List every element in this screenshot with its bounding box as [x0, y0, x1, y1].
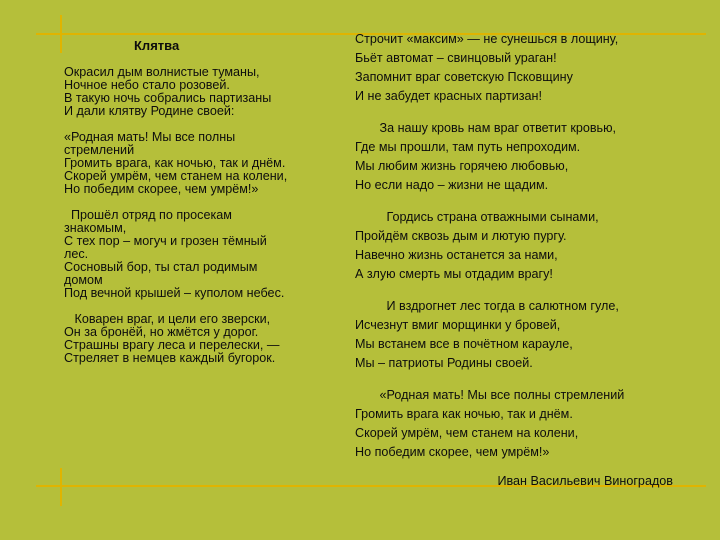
stanza: [355, 297, 695, 373]
stanza: [64, 209, 339, 300]
poem-line: Коварен враг, и цели его зверски,: [64, 312, 271, 326]
poem-line: Где мы прошли, там путь непроходим.: [355, 140, 581, 154]
poem-line: Но если надо – жизни не щадим.: [355, 178, 549, 192]
poem-line: Мы встанем все в почётном карауле,: [355, 337, 573, 351]
poem-line: «Родная мать! Мы все полны стремлений: [355, 388, 625, 402]
stanza: [64, 66, 339, 118]
poem-line: И дали клятву Родине своей:: [64, 104, 235, 118]
stanza: [64, 131, 339, 196]
poem-line: Строчит «максим» — не сунешься в лощину,: [355, 32, 619, 46]
poem-line: Ночное небо стало розовей.: [64, 78, 230, 92]
right-stanzas: [355, 30, 695, 462]
poem-line: Но победим скорее, чем умрём!»: [64, 182, 259, 196]
poem-line: И не забудет красных партизан!: [355, 89, 543, 103]
poem-line: Но победим скорее, чем умрём!»: [355, 445, 550, 459]
poem-line: Пройдём сквозь дым и лютую пургу.: [355, 229, 567, 243]
poem-line: Скорей умрём, чем станем на колени,: [355, 426, 579, 440]
bottom-corner-mark: [60, 468, 62, 506]
poem-line: И вздрогнет лес тогда в салютном гуле,: [355, 299, 619, 313]
stanza: [355, 119, 695, 195]
poem-line: А злую смерть мы отдадим врагу!: [355, 267, 553, 281]
poem-line: Запомнит враг советскую Псковщину: [355, 70, 573, 84]
poem-line: домом: [64, 273, 103, 287]
poem-line: Громить врага, как ночью, так и днём.: [64, 156, 286, 170]
poem-author: Иван Васильевич Виноградов: [497, 474, 673, 488]
poem-line: Мы – патриоты Родины своей.: [355, 356, 533, 370]
poem-line: стремлений: [64, 143, 135, 157]
poem-line: Под вечной крышей – куполом небес.: [64, 286, 285, 300]
poem-line: Скорей умрём, чем станем на колени,: [64, 169, 288, 183]
poem-left-column: [64, 39, 339, 378]
poem-line: Стреляет в немцев каждый бугорок.: [64, 351, 276, 365]
poem-line: лес.: [64, 247, 89, 261]
poem-line: Прошёл отряд по просекам: [64, 208, 232, 222]
stanza: [355, 30, 695, 106]
stanza: [355, 208, 695, 284]
poem-line: Он за бронёй, но жмётся у дорог.: [64, 325, 259, 339]
poem-line: С тех пор – могуч и грозен тёмный: [64, 234, 267, 248]
poem-line: знакомым,: [64, 221, 127, 235]
poem-line: Окрасил дым волнистые туманы,: [64, 65, 260, 79]
left-stanzas: [64, 66, 339, 365]
poem-title: Клятва: [134, 38, 180, 53]
poem-line: Страшны врагу леса и перелески, —: [64, 338, 280, 352]
poem-line: Навечно жизнь останется за нами,: [355, 248, 558, 262]
poem-line: Сосновый бор, ты стал родимым: [64, 260, 258, 274]
poem-line: За нашу кровь нам враг ответит кровью,: [355, 121, 617, 135]
poem-right-column: [355, 30, 695, 488]
poem-line: «Родная мать! Мы все полны: [64, 130, 236, 144]
poem-line: В такую ночь собрались партизаны: [64, 91, 272, 105]
poem-line: Бьёт автомат – свинцовый ураган!: [355, 51, 557, 65]
top-corner-mark: [60, 15, 62, 53]
stanza: [64, 313, 339, 365]
stanza: [355, 386, 695, 462]
poem-line: Исчезнут вмиг морщинки у бровей,: [355, 318, 561, 332]
poem-line: Гордись страна отважными сынами,: [355, 210, 599, 224]
poem-line: Громить врага как ночью, так и днём.: [355, 407, 573, 421]
poem-line: Мы любим жизнь горячею любовью,: [355, 159, 569, 173]
